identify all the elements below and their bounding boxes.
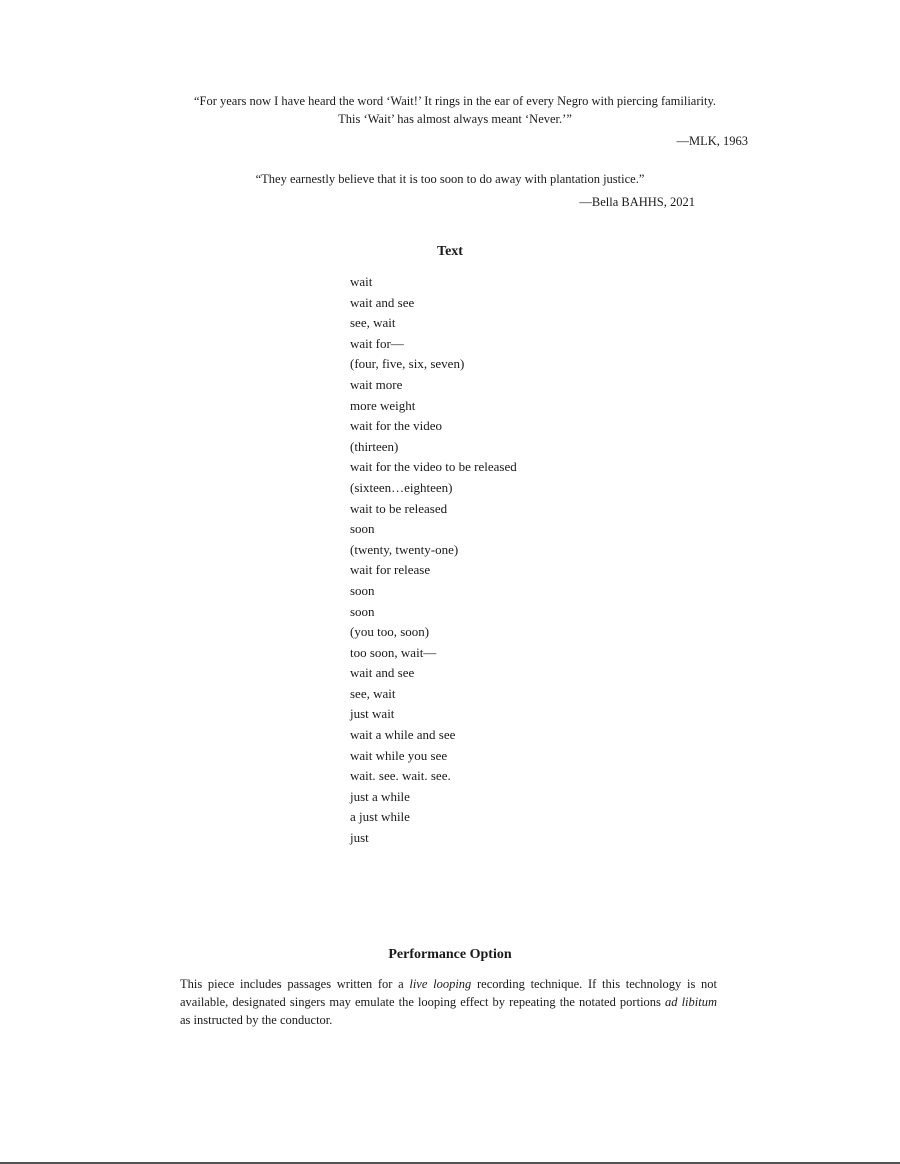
poem-line: see, wait [350, 315, 396, 331]
poem-line: (you too, soon) [350, 624, 430, 640]
performance-term-ad-libitum: ad libitum [664, 995, 717, 1009]
poem-line: (twenty, twenty-one) [350, 541, 459, 557]
poem-line: wait for— [350, 335, 404, 351]
poem-line: (four, five, six, seven) [350, 356, 465, 372]
epigraph-bahhs-attribution: —Bella BAHHS, 2021 [579, 195, 695, 209]
text-heading: Text [437, 244, 463, 259]
poem-line: just [350, 830, 369, 846]
poem-line: wait and see [350, 294, 415, 310]
epigraph-mlk-attribution: —MLK, 1963 [676, 134, 748, 148]
poem-line: wait for the video to be released [350, 459, 517, 475]
poem-line: see, wait [350, 685, 396, 701]
poem-line: (sixteen…eighteen) [350, 479, 453, 495]
poem-line: a just while [350, 809, 410, 825]
poem-line: wait for release [350, 562, 431, 578]
performance-option-body [180, 975, 717, 1029]
poem-line: wait [350, 274, 373, 289]
epigraph-mlk-line-2: This ‘Wait’ has almost always meant ‘Never.’” [338, 112, 572, 126]
poem-line: soon [350, 603, 375, 619]
poem-line: wait. see. wait. see. [350, 768, 451, 784]
poem-line: wait for the video [350, 418, 443, 434]
poem-line: just a while [350, 788, 410, 804]
poem-line: soon [350, 582, 375, 598]
poem-line: just wait [350, 706, 395, 722]
poem-line: wait while you see [350, 747, 448, 763]
poem-line: wait a while and see [350, 727, 456, 743]
performance-text-part-1: This piece includes passages written for a [180, 977, 410, 991]
poem-line: wait more [350, 376, 403, 392]
poem-line: more weight [350, 397, 416, 413]
epigraph-mlk-line-1: “For years now I have heard the word ‘Wait!’ It rings in the ear of every Negro with piercing familiarity. [193, 94, 717, 108]
performance-option-heading: Performance Option [388, 947, 512, 962]
performance-text-part-2: recording technique. If this technology is not available, designated singers may emulate the looping effect by repeating the notated portions [180, 977, 717, 1009]
poem-line: soon [350, 521, 375, 537]
poem-line: (thirteen) [350, 438, 399, 454]
poem-line: too soon, wait— [350, 644, 437, 660]
poem-line: wait to be released [350, 500, 448, 516]
epigraph-bahhs-quote: “They earnestly believe that it is too soon to do away with plantation justice.” [255, 172, 645, 186]
poem-line: wait and see [350, 665, 415, 681]
poem-text [350, 272, 517, 849]
performance-text-part-3: as instructed by the conductor. [180, 1013, 333, 1027]
performance-term-live-looping: live looping [409, 977, 472, 991]
epigraph-mlk-quote [150, 92, 760, 128]
